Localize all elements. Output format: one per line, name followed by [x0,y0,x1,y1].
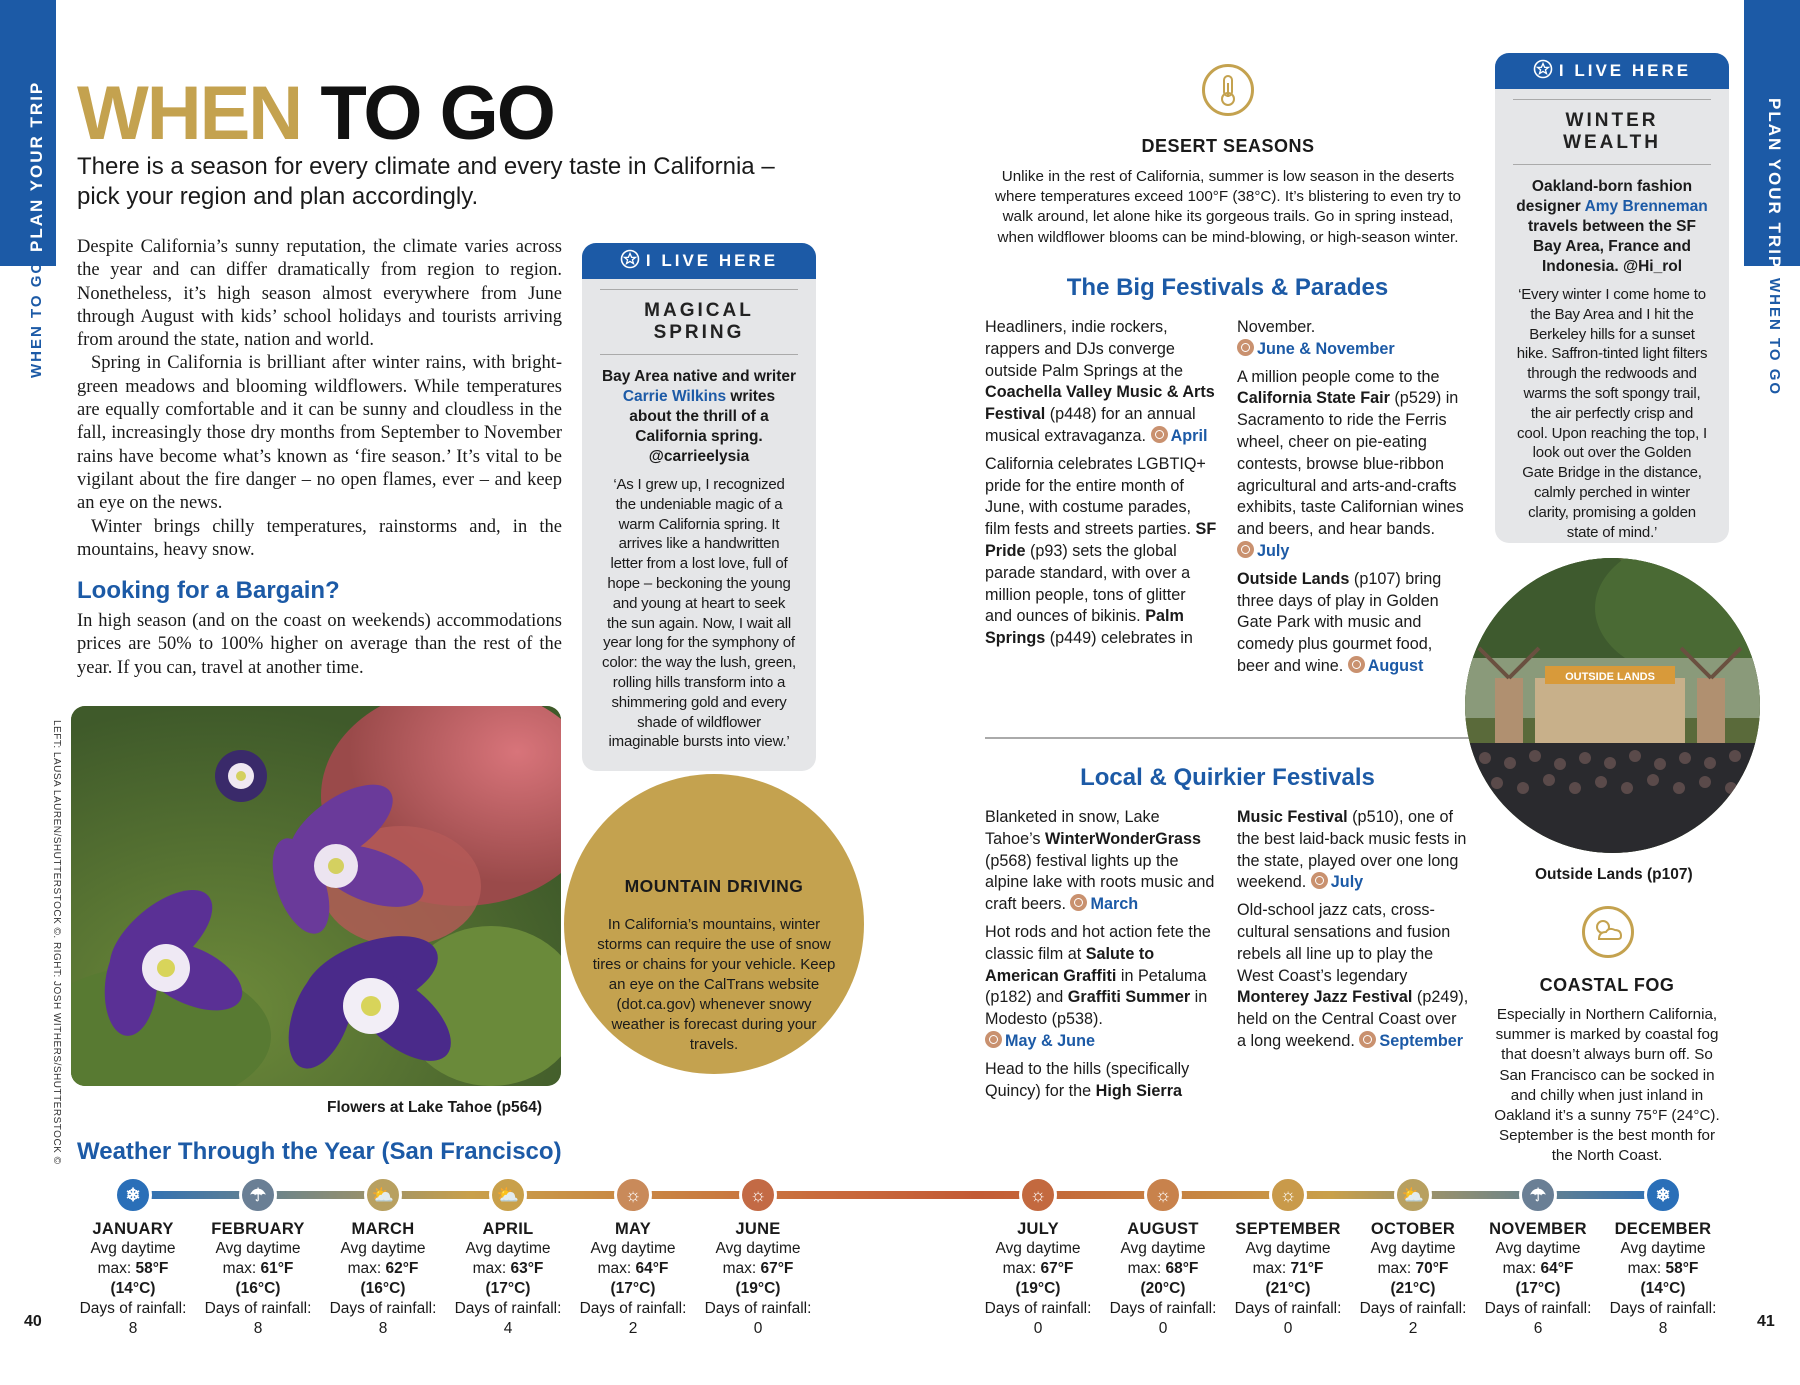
text: (p249), held on the Central Coast over a long weekend. [1237,988,1469,1050]
snowflake-icon: ❄ [1644,1176,1682,1214]
max-temp [323,1259,443,1279]
avg-label: Avg daytime [1245,1240,1331,1257]
page-subtitle: There is a season for every climate and every taste in California – pick your region and plan accordingly. [77,153,775,210]
temp-c: (19°C) [735,1280,781,1297]
box-intro [582,355,816,467]
weather-month [448,1219,568,1339]
box-quote: ‘As I grew up, I recognized the undeniable magic of a warm California spring. It arrives like a handwritten letter from a lost love, full of hope – beckoning the young and young at heart to seek the sun again. Now, I wait all year long for the symphony of color: the way the lush, green, rolling hills transform into a shimmering gold and every shade of wildflower imaginable bursts into view.’ [602,476,796,751]
temp-f: 68°F [1165,1260,1199,1277]
title-when: WHEN [77,71,302,156]
sun-icon: ☼ [739,1176,777,1214]
coastal-fog-text: Especially in Northern California, summer is marked by coastal fog that doesn’t always burn off. So San Francisco can be socked in and chilly when just inland in Oakland it’s a sunny 75°F (24°C). September is the best month for the North Coast. [1494,1006,1720,1165]
rain-label: Days of rainfall: [704,1300,812,1317]
text: A million people come to the [1237,367,1440,386]
intro-paragraph-1: Despite California’s sunny reputation, the climate varies across the year and can differ dramatically from region to region. Nonetheless, it’s high season almost everywhere from June through August with kids’ school holidays and tourists arriving from around the state, nation and world. [77,237,562,351]
temp-c: (17°C) [485,1280,531,1297]
weather-month [978,1219,1098,1339]
festival-entry [1237,569,1469,678]
bargain-text [77,610,562,680]
text: November. [1237,318,1316,336]
temp-c: (14°C) [1640,1280,1686,1297]
temp-f: 61°F [260,1260,294,1277]
flowers-photo [71,706,561,1086]
max-label: max: [97,1260,132,1277]
right-tab-label: PLAN YOUR TRIP [1765,98,1784,270]
festival-name: Palm Springs [985,607,1184,648]
box-header [1495,53,1729,89]
avg-label: Avg daytime [590,1240,676,1257]
month-tag [1311,873,1363,891]
month-name: JUNE [735,1220,781,1238]
fog-cloud-icon [1582,906,1634,958]
rain-days: 8 [128,1320,138,1337]
festival-entry [985,807,1217,916]
temp-c: (17°C) [1515,1280,1561,1297]
photo-credit: LEFT: LAUSA LAUREN/SHUTTERSTOCK ©. RIGHT: JOSH WITHERS/SHUTTERSTOCK © [51,720,62,1165]
intro-text [77,236,562,562]
max-label: max: [1252,1260,1287,1277]
month-tag [1070,895,1138,913]
author-name: Amy Brenneman [1584,198,1708,215]
rain-label: Days of rainfall: [1359,1300,1467,1317]
weather-month [573,1219,693,1339]
festival-name: Salute to American Graffiti [985,944,1155,985]
max-label: max: [472,1260,507,1277]
box-title: MAGICAL SPRING [600,289,798,355]
max-temp [698,1259,818,1279]
box-header-label: I LIVE HERE [645,251,779,270]
temp-f: 62°F [385,1260,419,1277]
temp-c: (20°C) [1140,1280,1186,1297]
month-label: July [1330,873,1364,892]
desert-seasons-title: DESERT SEASONS [1141,136,1315,156]
festival-name: California State Fair [1237,389,1390,408]
month-tag [1359,1032,1463,1050]
sun-icon [1237,541,1254,558]
temp-f: 63°F [510,1260,544,1277]
temp-f: 70°F [1415,1260,1449,1277]
festival-entry [985,454,1217,650]
sun-icon [985,1031,1002,1048]
max-label: max: [722,1260,757,1277]
temp-f: 64°F [635,1260,669,1277]
i-live-here-box-winter [1495,53,1729,543]
rain-label: Days of rainfall: [329,1300,437,1317]
rain-label: Days of rainfall: [1484,1300,1592,1317]
avg-label: Avg daytime [340,1240,426,1257]
temp-c: (21°C) [1265,1280,1311,1297]
right-tab-sublabel: WHEN TO GO [1766,278,1783,397]
max-temp [978,1259,1098,1279]
rain-label: Days of rainfall: [984,1300,1092,1317]
month-name: JANUARY [92,1220,174,1238]
avg-label: Avg daytime [1620,1240,1706,1257]
avg-label: Avg daytime [1120,1240,1206,1257]
avg-label: Avg daytime [995,1240,1081,1257]
title-to-go: TO GO [320,71,554,156]
month-tag [1348,657,1424,675]
festival-name: Monterey Jazz Festival [1237,988,1413,1007]
box-quote: ‘Every winter I come home to the Bay Area and I hit the Berkeley hills for a sunset hike. Saffron-tinted light filters through the redwoods and warms the soft spongy trail, the air perfectly crisp and cool. Upon reaching the top, I look out over the Golden Gate Bridge in the distance, calmly perched in winter clarity, promising a golden state of mind.’ [1516,286,1708,541]
rain-cloud-icon: ☂ [239,1176,277,1214]
max-temp [198,1259,318,1279]
month-name: MARCH [351,1220,415,1238]
weather-month [1103,1219,1223,1339]
festival-entry [985,1059,1217,1103]
text: (p449) celebrates in [1045,629,1193,648]
weather-month [323,1219,443,1339]
month-label: June & November [1257,339,1395,358]
rain-days: 0 [1033,1320,1043,1337]
thermometer-icon [1202,64,1254,116]
month-name: FEBRUARY [211,1220,305,1238]
left-tab-sublabel: WHEN TO GO [28,259,45,378]
star-badge-icon [620,249,640,274]
max-temp [1228,1259,1348,1279]
sun-icon: ☼ [614,1176,652,1214]
sun-icon: ☼ [1269,1176,1307,1214]
outside-lands-photo [1465,558,1760,853]
snowflake-icon: ❄ [114,1176,152,1214]
text: Hot rods and hot action fete the classic film at [985,922,1211,963]
month-label: September [1379,1031,1464,1050]
weather-month [698,1219,818,1339]
festival-entry [1237,317,1469,361]
rain-label: Days of rainfall: [454,1300,562,1317]
star-badge-icon [1533,59,1553,84]
max-temp [1603,1259,1723,1279]
rain-days: 4 [503,1320,513,1337]
rain-label: Days of rainfall: [1609,1300,1717,1317]
temp-c: (14°C) [110,1280,156,1297]
sun-icon [1311,872,1328,889]
max-label: max: [222,1260,257,1277]
max-temp [1353,1259,1473,1279]
weather-month [198,1219,318,1339]
local-festivals-col-right [1237,807,1469,1059]
max-label: max: [1127,1260,1162,1277]
box-intro-text: Oakland-born fashion designer [1516,178,1693,215]
month-label: April [1170,426,1208,445]
coastal-fog-title: COASTAL FOG [1539,975,1675,995]
festival-sign: OUTSIDE LANDS [1565,671,1655,683]
text: Headliners, indie rockers, rappers and DJs converge outside Palm Springs at the [985,318,1183,380]
temp-c: (21°C) [1390,1280,1436,1297]
rain-label: Days of rainfall: [204,1300,312,1317]
text: Old-school jazz cats, cross-cultural sensations and fusion rebels all line up to play the West Coast’s legendary [1237,901,1451,985]
sun-icon [1348,656,1365,673]
partly-cloudy-icon: ⛅ [489,1176,527,1214]
month-tag [985,1032,1095,1050]
weather-month [1603,1219,1723,1339]
temp-c: (19°C) [1015,1280,1061,1297]
local-festivals-col-left [985,807,1217,1108]
weather-month [1228,1219,1348,1339]
max-label: max: [1377,1260,1412,1277]
partly-cloudy-icon: ⛅ [364,1176,402,1214]
month-name: OCTOBER [1370,1220,1456,1238]
rain-label: Days of rainfall: [79,1300,187,1317]
temp-c: (16°C) [360,1280,406,1297]
rain-days: 6 [1533,1320,1543,1337]
month-name: AUGUST [1127,1220,1199,1238]
festival-entry [1237,807,1469,894]
month-tag [1237,542,1289,560]
month-label: August [1367,656,1424,675]
festival-name: Coachella Valley Music & Arts Festival [985,383,1215,424]
sun-icon [1359,1031,1376,1048]
month-label: March [1090,895,1139,914]
intro-paragraph-3: Winter brings chilly temperatures, rainstorms and, in the mountains, heavy snow. [77,516,562,560]
sun-icon: ☼ [1144,1176,1182,1214]
max-label: max: [347,1260,382,1277]
festival-name: SF Pride [985,520,1217,560]
partly-cloudy-icon [1070,894,1087,911]
partly-cloudy-icon [1151,426,1168,443]
max-temp [73,1259,193,1279]
sun-icon: ☼ [1019,1176,1057,1214]
temp-f: 71°F [1290,1260,1324,1277]
avg-label: Avg daytime [1495,1240,1581,1257]
text: (p568) festival lights up the alpine lake with roots music and craft beers. [985,851,1215,914]
box-header-label: I LIVE HERE [1558,61,1692,80]
weather-month [1353,1219,1473,1339]
temp-c: (17°C) [610,1280,656,1297]
big-festivals-col-right [1237,317,1469,684]
text: in Modesto (p538). [985,988,1208,1029]
month-name: DECEMBER [1614,1220,1712,1238]
festival-entry [985,317,1217,448]
box-title: WINTER WEALTH [1513,99,1711,165]
month-label: July [1257,541,1290,560]
avg-label: Avg daytime [90,1240,176,1257]
avg-label: Avg daytime [1370,1240,1456,1257]
rain-days: 0 [753,1320,763,1337]
temp-f: 64°F [1540,1260,1574,1277]
month-name: APRIL [482,1220,534,1238]
month-tag [1237,340,1395,358]
month-label: May & June [1005,1031,1095,1050]
max-label: max: [1502,1260,1537,1277]
weather-heading: Weather Through the Year (San Francisco) [77,1138,562,1165]
text: in Petaluma (p182) and [985,966,1207,1007]
temp-f: 58°F [1665,1260,1699,1277]
flowers-photo-caption: Flowers at Lake Tahoe (p564) [327,1099,543,1116]
avg-label: Avg daytime [465,1240,551,1257]
temp-c: (16°C) [235,1280,281,1297]
bargain-heading: Looking for a Bargain? [77,577,340,604]
text: California celebrates LGBTIQ+ pride for the entire month of June, with costume parades, film fests and streets parties. [985,454,1206,539]
festival-name: Graffiti Summer [1067,988,1191,1007]
text: Blanketed in snow, Lake Tahoe’s [985,808,1160,848]
page-number-right: 41 [1757,1313,1775,1330]
section-divider [985,737,1470,739]
text: (p529) in Sacramento to ride the Ferris wheel, cheer on pie-eating contests, browse blue-ribbon agricultural and arts-and-crafts exhibits, taste Californian wines and beers, and hear bands. [1237,389,1464,539]
text: (p448) for an annual musical extravaganza. [985,405,1196,445]
festival-name: High Sierra [1095,1081,1183,1100]
page-number-left: 40 [24,1313,42,1330]
weather-month [73,1219,193,1339]
month-name: SEPTEMBER [1235,1220,1341,1238]
big-festivals-col-left [985,317,1217,656]
text: (p510), one of the best laid-back music fests in the state, played over one long weekend. [1237,808,1467,892]
max-temp [448,1259,568,1279]
outside-lands-caption: Outside Lands (p107) [1535,866,1693,883]
month-tag [1151,427,1208,445]
month-name: NOVEMBER [1489,1220,1587,1238]
rain-days: 2 [1408,1320,1418,1337]
partly-cloudy-icon: ⛅ [1394,1176,1432,1214]
temp-f: 58°F [135,1260,169,1277]
max-label: max: [597,1260,632,1277]
box-intro-text: Bay Area native and writer [601,368,797,385]
festival-name: Music Festival [1237,808,1348,826]
weather-month [1478,1219,1598,1339]
text: Head to the hills (specifically Quincy) for the [985,1059,1190,1100]
temp-f: 67°F [760,1260,794,1277]
festival-entry [1237,367,1469,563]
author-name: Carrie Wilkins [622,388,727,405]
desert-seasons-text: Unlike in the rest of California, summer is low season in the deserts where temperatures exceed 100°F (38°C). It’s blistering to even try to walk around, let alone hike its gorgeous trails. Go in spring instead, when wildflower blooms can be mind-blowing, or high-season winter. [994,168,1462,246]
box-intro-text-2: travels between the SF Bay Area, France and Indonesia. @Hi_rol [1528,218,1696,275]
local-festivals-heading: Local & Quirkier Festivals [1080,764,1375,791]
box-intro [1495,165,1729,277]
rain-label: Days of rainfall: [1234,1300,1342,1317]
text: (p93) sets the global parade standard, with over a million people, tons of glitter and ounces of bikinis. [985,541,1191,626]
festival-name: Outside Lands [1237,569,1350,588]
bargain-paragraph: In high season (and on the coast on weekends) accommodations prices are 50% to 100% higher on average than the rest of the year. If you can, travel at another time. [77,611,562,678]
temp-f: 67°F [1040,1260,1074,1277]
month-name: JULY [1017,1220,1059,1238]
text: (p107) bring three days of play in Golden Gate Park with music and comedy plus gourmet food, beer and wine. [1237,569,1442,675]
intro-paragraph-2: Spring in California is brilliant after winter rains, with bright-green meadows and blooming wildflowers. While temperatures are equally comfortable and it can be sunny and cloudless in the fall, increasingly those dry months from September to November rains have become what’s known as ‘fire season.’ It’s vital to be vigilant about the fire danger – no open flames, ever – and keep an eye on the news. [77,353,562,514]
festival-entry [1237,900,1469,1053]
box-intro-text-2: writes about the thrill of a California spring. @carrieelysia [629,388,776,465]
rain-cloud-icon: ☂ [1519,1176,1557,1214]
rain-days: 0 [1283,1320,1293,1337]
festival-entry [985,922,1217,1053]
avg-label: Avg daytime [715,1240,801,1257]
rain-label: Days of rainfall: [1109,1300,1217,1317]
month-name: MAY [614,1220,652,1238]
max-label: max: [1002,1260,1037,1277]
rain-days: 8 [1658,1320,1668,1337]
mountain-driving-title: MOUNTAIN DRIVING [624,876,804,896]
mountain-driving-text: In California’s mountains, winter storms can require the use of snow tires or chains for your vehicle. Keep an eye on the CalTrans website (dot.ca.gov) whenever snowy weather is forecast during your travels. [592,916,836,1053]
max-temp [1103,1259,1223,1279]
i-live-here-box-spring [582,243,816,771]
rain-label: Days of rainfall: [579,1300,687,1317]
rain-days: 8 [253,1320,263,1337]
page-title [77,71,554,156]
max-temp [573,1259,693,1279]
sun-icon [1237,339,1254,356]
avg-label: Avg daytime [215,1240,301,1257]
rain-days: 8 [378,1320,388,1337]
max-temp [1478,1259,1598,1279]
box-header [582,243,816,279]
left-tab-label: PLAN YOUR TRIP [27,80,46,252]
festival-name: WinterWonderGrass [1045,829,1202,848]
rain-days: 2 [628,1320,638,1337]
rain-days: 0 [1158,1320,1168,1337]
max-label: max: [1627,1260,1662,1277]
big-festivals-heading: The Big Festivals & Parades [1066,274,1389,301]
